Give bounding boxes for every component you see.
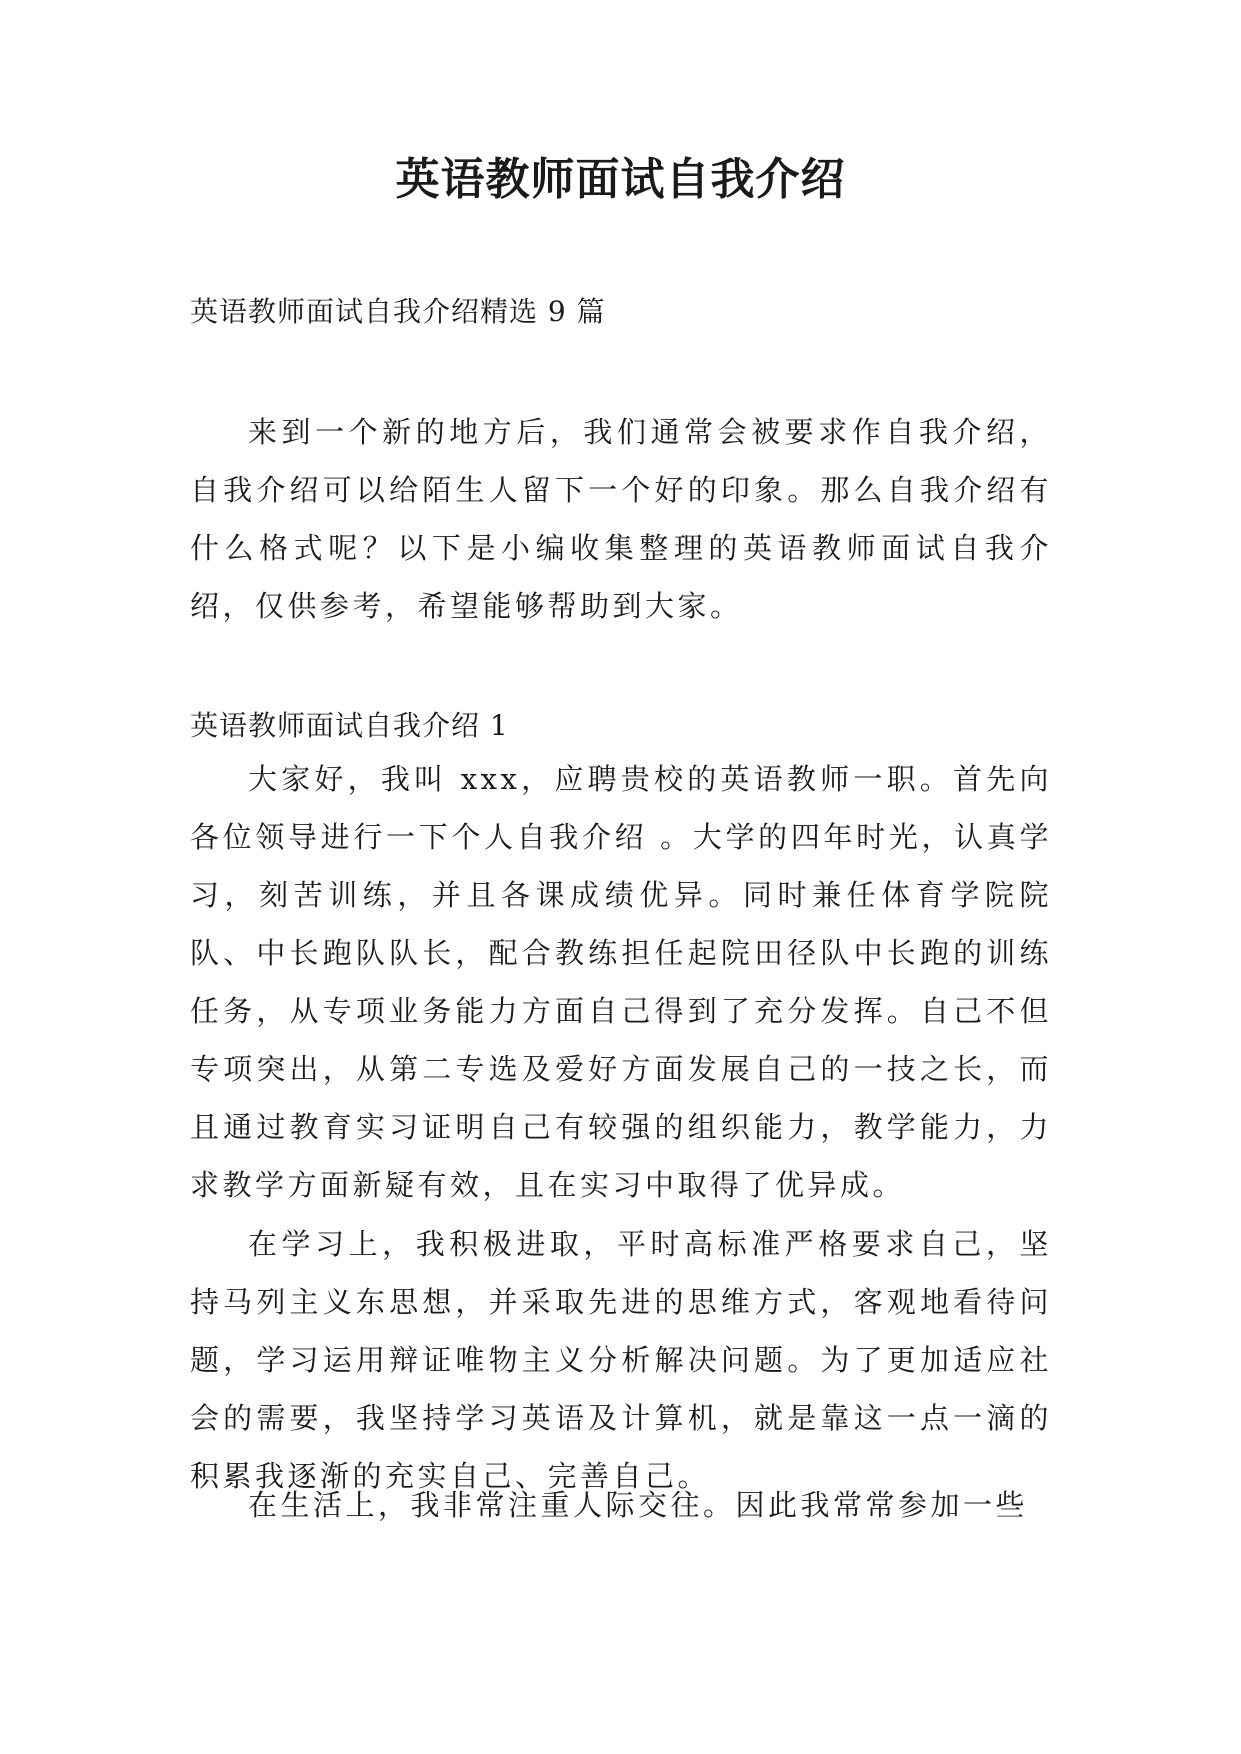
- section-heading: 英语教师面试自我介绍 1: [190, 709, 509, 742]
- body-paragraph: 大家好，我叫 xxx，应聘贵校的英语教师一职。首先向各位领导进行一下个人自我介绍 。大学的四年时光，认真学习，刻苦训练，并且各课成绩优异。同时兼任体育学院院队、中长跑队队长，配合教练担任起院田径队中长跑的训练任务，从专项业务能力方面自己得到了充分发挥。自己不但专项突出，从第二专选及爱好方面发展自己的一技之长，而且通过教育实习证明自己有较强的组织能力，教学能力，力求教学方面新疑有效，且在实习中取得了优异成。: [190, 762, 1052, 1202]
- document-title: 英语教师面试自我介绍: [395, 154, 846, 205]
- body-paragraph: 在学习上，我积极进取，平时高标准严格要求自己，坚持马列主义东思想，并采取先进的思维方式，客观地看待问题，学习运用辩证唯物主义分析解决问题。为了更加适应社会的需要，我坚持学习英语及计算机，就是靠这一点一滴的积累我逐渐的充实自己、完善自己。: [190, 1227, 1052, 1493]
- body-paragraph: 在生活上，我非常注重人际交往。因此我常常参加一些: [248, 1488, 1029, 1522]
- document-subtitle: 英语教师面试自我介绍精选 9 篇: [190, 295, 606, 328]
- intro-paragraph: 来到一个新的地方后，我们通常会被要求作自我介绍，自我介绍可以给陌生人留下一个好的印象。那么自我介绍有什么格式呢？以下是小编收集整理的英语教师面试自我介绍，仅供参考，希望能够帮助到大家。: [190, 415, 1052, 623]
